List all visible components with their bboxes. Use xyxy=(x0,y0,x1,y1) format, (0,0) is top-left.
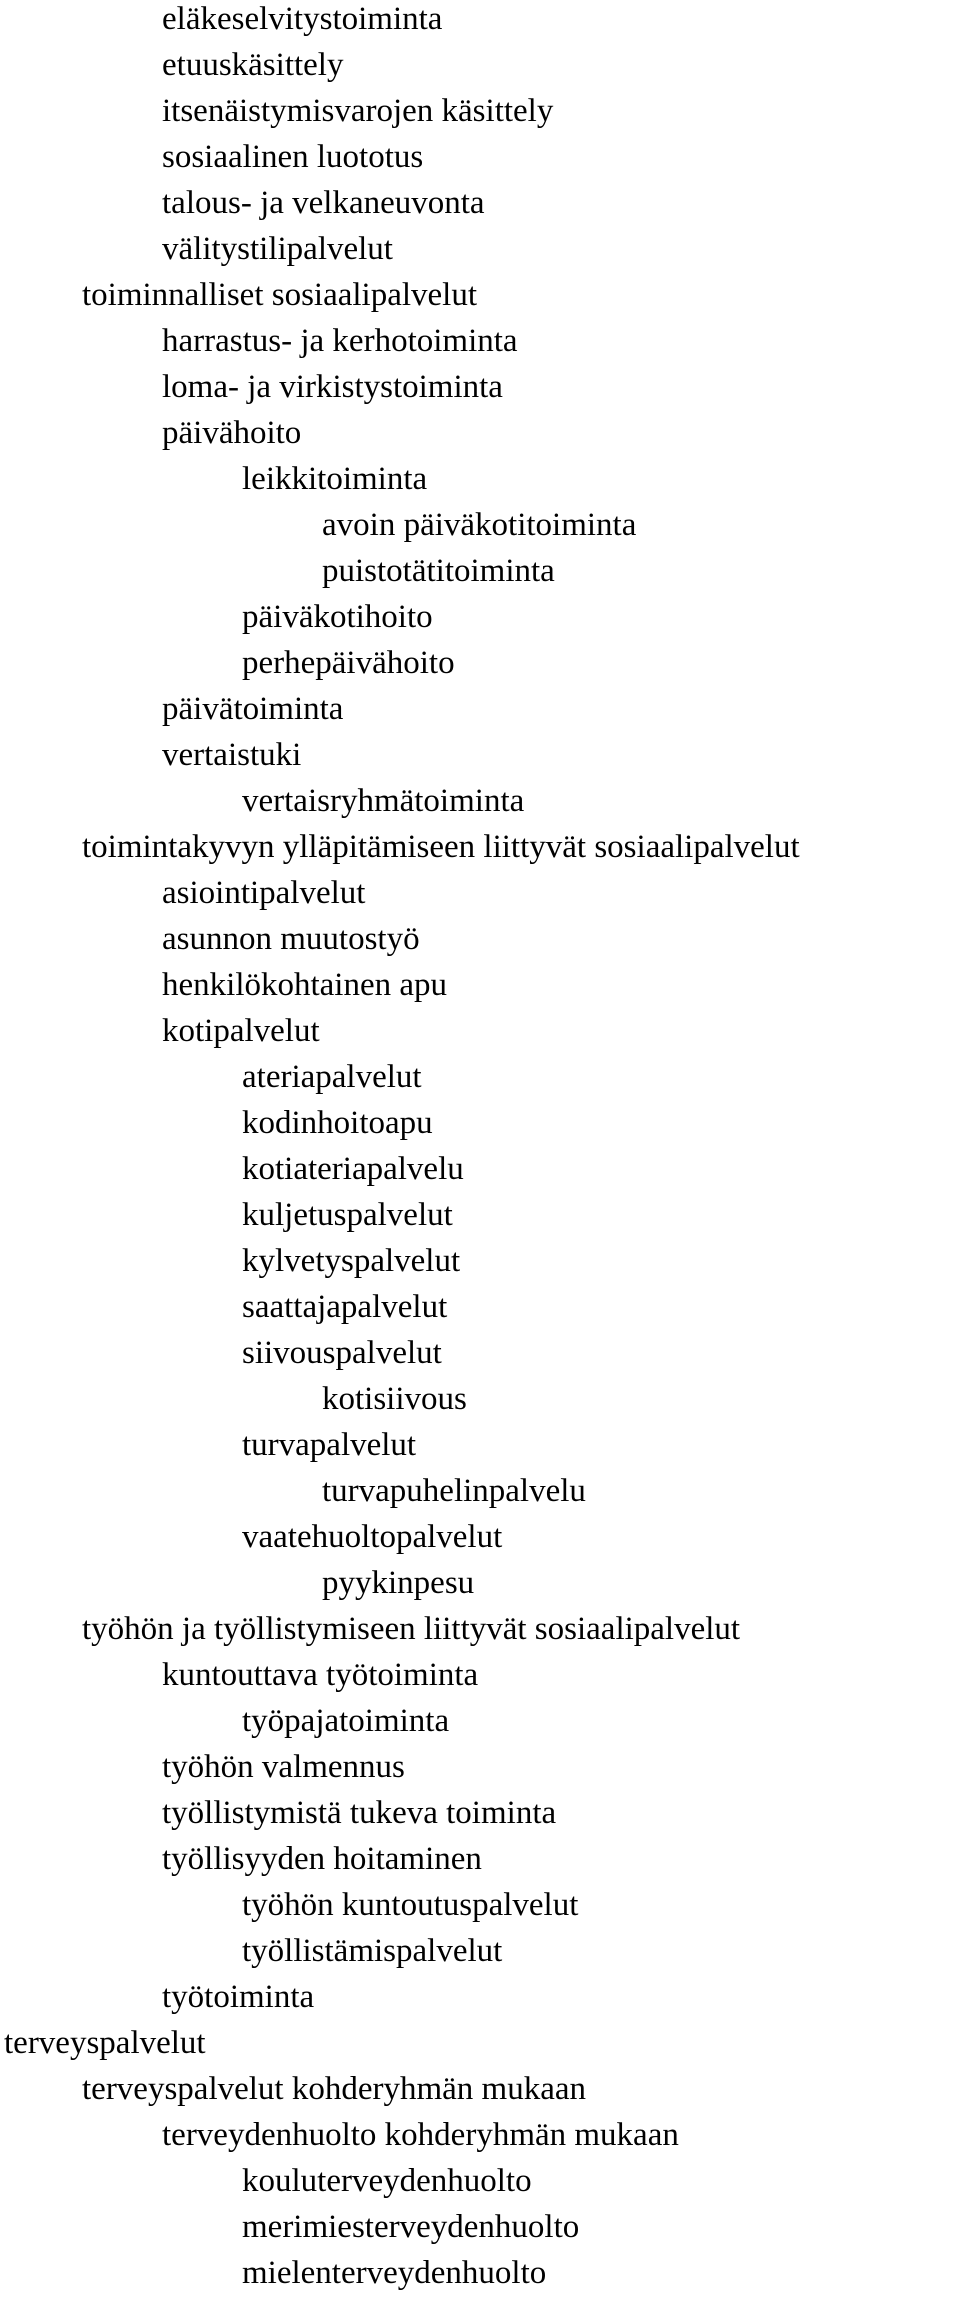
term-item-level-4: puistotätitoiminta xyxy=(322,553,555,589)
term-item-level-0: terveyspalvelut xyxy=(4,2025,206,2061)
term-item-level-2: henkilökohtainen apu xyxy=(162,967,448,1003)
term-item-level-1: työhön ja työllistymiseen liittyvät sosiaalipalvelut xyxy=(82,1611,741,1647)
term-item-level-1: toimintakyvyn ylläpitämiseen liittyvät sosiaalipalvelut xyxy=(82,829,800,865)
term-item-level-3: siivouspalvelut xyxy=(242,1335,442,1371)
term-item-level-2: välitystilipalvelut xyxy=(162,231,393,267)
term-item-level-3: saattajapalvelut xyxy=(242,1289,448,1325)
term-item-level-2: sosiaalinen luototus xyxy=(162,139,424,175)
term-item-level-3: työpajatoiminta xyxy=(242,1703,450,1739)
term-item-level-3: kuljetuspalvelut xyxy=(242,1197,453,1233)
term-item-level-3: kodinhoitoapu xyxy=(242,1105,433,1141)
term-item-level-3: kylvetyspalvelut xyxy=(242,1243,461,1279)
term-item-level-2: päivähoito xyxy=(162,415,302,451)
term-item-level-3: kouluterveydenhuolto xyxy=(242,2163,532,2199)
term-item-level-3: merimiesterveydenhuolto xyxy=(242,2209,580,2245)
term-item-level-1: terveyspalvelut kohderyhmän mukaan xyxy=(82,2071,587,2107)
term-item-level-2: työhön valmennus xyxy=(162,1749,405,1785)
term-item-level-4: kotisiivous xyxy=(322,1381,467,1417)
term-item-level-2: työtoiminta xyxy=(162,1979,315,2015)
term-item-level-2: itsenäistymisvarojen käsittely xyxy=(162,93,554,129)
term-item-level-3: turvapalvelut xyxy=(242,1427,417,1463)
term-item-level-2: etuuskäsittely xyxy=(162,47,344,83)
term-item-level-3: perhepäivähoito xyxy=(242,645,455,681)
term-item-level-2: terveydenhuolto kohderyhmän mukaan xyxy=(162,2117,679,2153)
term-item-level-3: leikkitoiminta xyxy=(242,461,428,497)
term-item-level-4: avoin päiväkotitoiminta xyxy=(322,507,637,543)
term-item-level-3: vertaisryhmätoiminta xyxy=(242,783,525,819)
term-item-level-3: päiväkotihoito xyxy=(242,599,433,635)
term-item-level-2: harrastus- ja kerhotoiminta xyxy=(162,323,518,359)
term-item-level-2: asiointipalvelut xyxy=(162,875,366,911)
term-item-level-2: loma- ja virkistystoiminta xyxy=(162,369,503,405)
term-item-level-2: kuntouttava työtoiminta xyxy=(162,1657,479,1693)
term-item-level-2: asunnon muutostyö xyxy=(162,921,420,957)
term-item-level-3: työllistämispalvelut xyxy=(242,1933,503,1969)
term-item-level-2: eläkeselvitystoiminta xyxy=(162,1,443,37)
term-item-level-3: mielenterveydenhuolto xyxy=(242,2255,547,2291)
term-item-level-3: ateriapalvelut xyxy=(242,1059,422,1095)
term-item-level-1: toiminnalliset sosiaalipalvelut xyxy=(82,277,478,313)
term-item-level-3: kotiateriapalvelu xyxy=(242,1151,464,1187)
term-item-level-2: päivätoiminta xyxy=(162,691,344,727)
term-item-level-3: vaatehuoltopalvelut xyxy=(242,1519,503,1555)
term-item-level-2: työllisyyden hoitaminen xyxy=(162,1841,482,1877)
term-item-level-3: työhön kuntoutuspalvelut xyxy=(242,1887,579,1923)
term-item-level-4: pyykinpesu xyxy=(322,1565,475,1601)
term-item-level-4: turvapuhelinpalvelu xyxy=(322,1473,586,1509)
term-item-level-2: vertaistuki xyxy=(162,737,302,773)
term-item-level-2: kotipalvelut xyxy=(162,1013,320,1049)
term-item-level-2: talous- ja velkaneuvonta xyxy=(162,185,485,221)
term-item-level-2: työllistymistä tukeva toiminta xyxy=(162,1795,557,1831)
